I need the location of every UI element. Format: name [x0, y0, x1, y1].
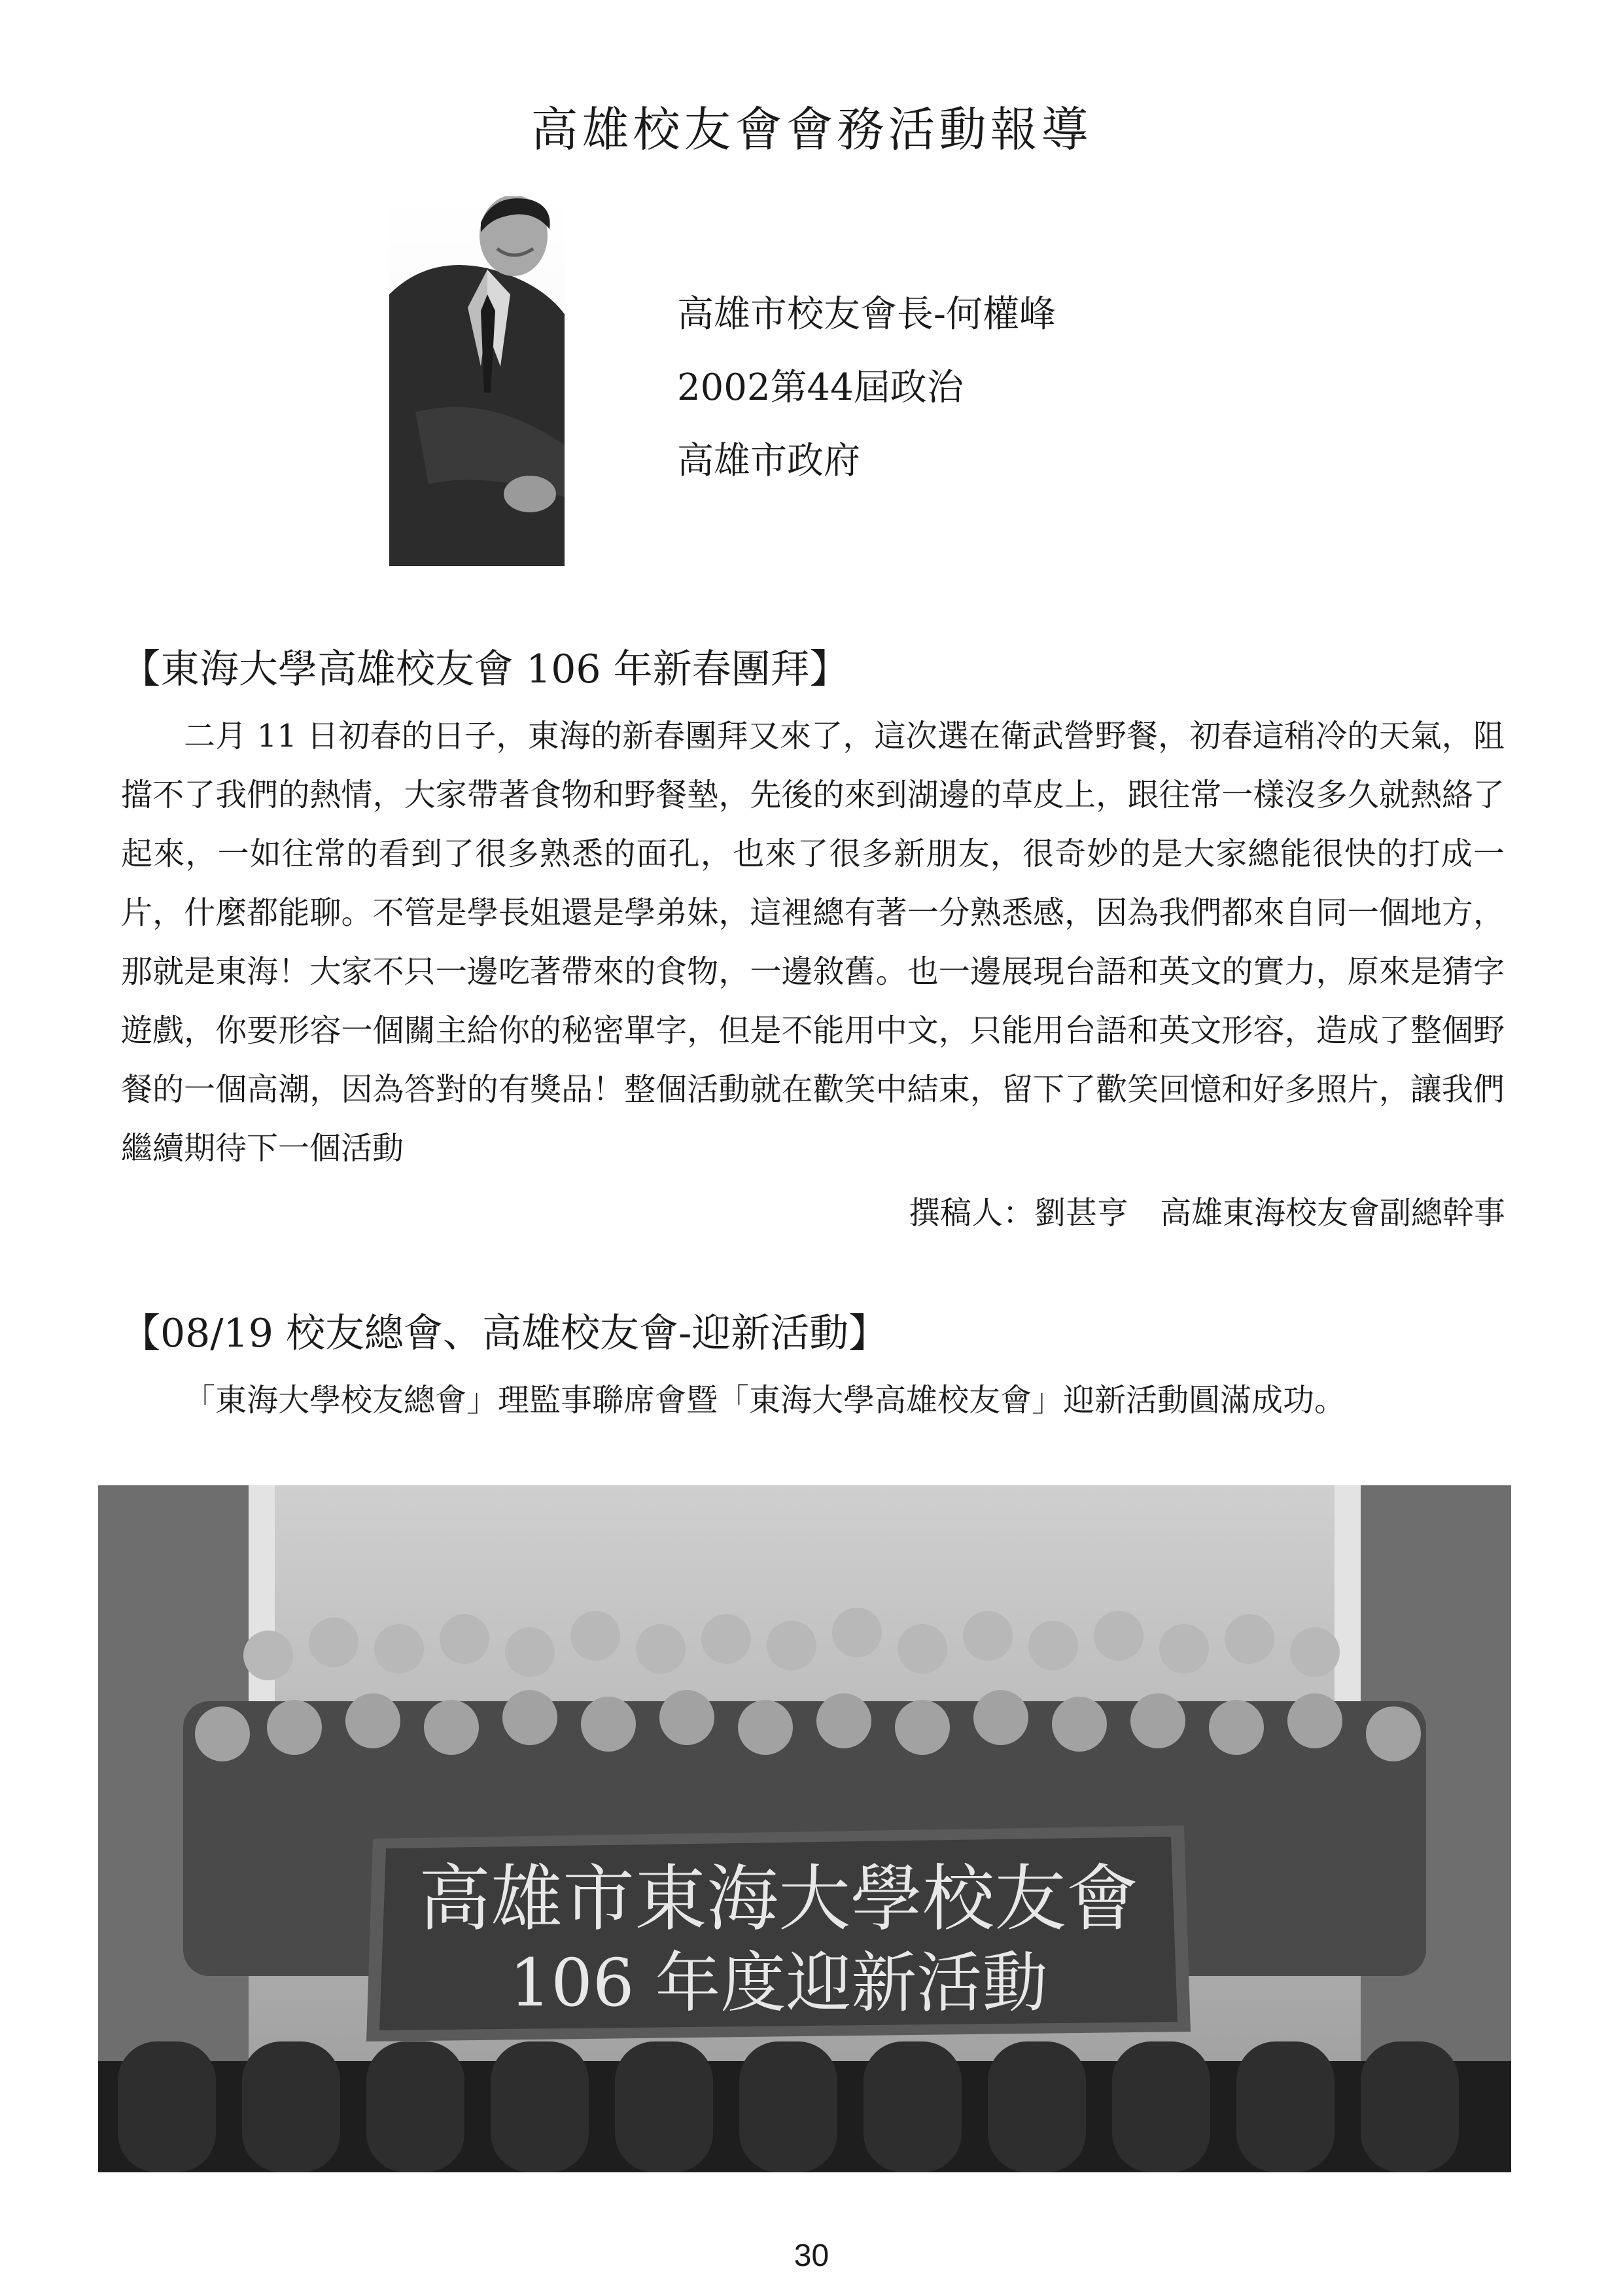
- profile-organization: 高雄市政府: [677, 440, 860, 482]
- welcome-paragraph: 「東海大學校友總會」理監事聯席會暨「東海大學高雄校友會」迎新活動圓滿成功。: [184, 1382, 1346, 1419]
- profile-name: 高雄市校友會長-何權峰: [677, 293, 1056, 336]
- section-heading-welcome: 【08/19 校友總會、高雄校友會-迎新活動】: [121, 1311, 888, 1356]
- profile-block: [677, 278, 1056, 498]
- profile-class: 2002第44屆政治: [677, 366, 964, 409]
- page-number: 30: [794, 2238, 829, 2273]
- page-title: 高雄校友會會務活動報導: [531, 102, 1092, 157]
- author-byline: 撰稿人：劉甚亨 高雄東海校友會副總幹事: [908, 1195, 1505, 1231]
- new-year-paragraph: 二月 11 日初春的日子，東海的新春團拜又來了，這次選在衛武營野餐，初春這稍冷的天氣，阻擋不了我們的熱情，大家帶著食物和野餐墊，先後的來到湖邊的草皮上，跟往常一樣沒多久就熱絡了起來，一如往常的看到了很多熟悉的面孔，也來了很多新朋友，很奇妙的是大家總能很快的打成一片，什麼都能聊。不管是學長姐還是學弟妹，這裡總有著一分熟悉感，因為我們都來自同一個地方，那就是東海！大家不只一邊吃著帶來的食物，一邊敘舊。也一邊展現台語和英文的實力，原來是猜字遊戲，你要形容一個關主給你的秘密單字，但是不能用中文，只能用台語和英文形容，造成了整個野餐的一個高潮，因為答對的有獎品！整個活動就在歡笑中結束，留下了歡笑回憶和好多照片，讓我們繼續期待下一個活動: [121, 718, 1505, 1167]
- group-photo: [98, 1485, 1511, 2172]
- president-portrait: [389, 196, 565, 566]
- banner-title: 高雄市東海大學校友會: [419, 1857, 1138, 1941]
- banner-subtitle: 106 年度迎新活動: [509, 1945, 1048, 2021]
- section-heading-new-year: 【東海大學高雄校友會 106 年新春團拜】: [121, 646, 849, 692]
